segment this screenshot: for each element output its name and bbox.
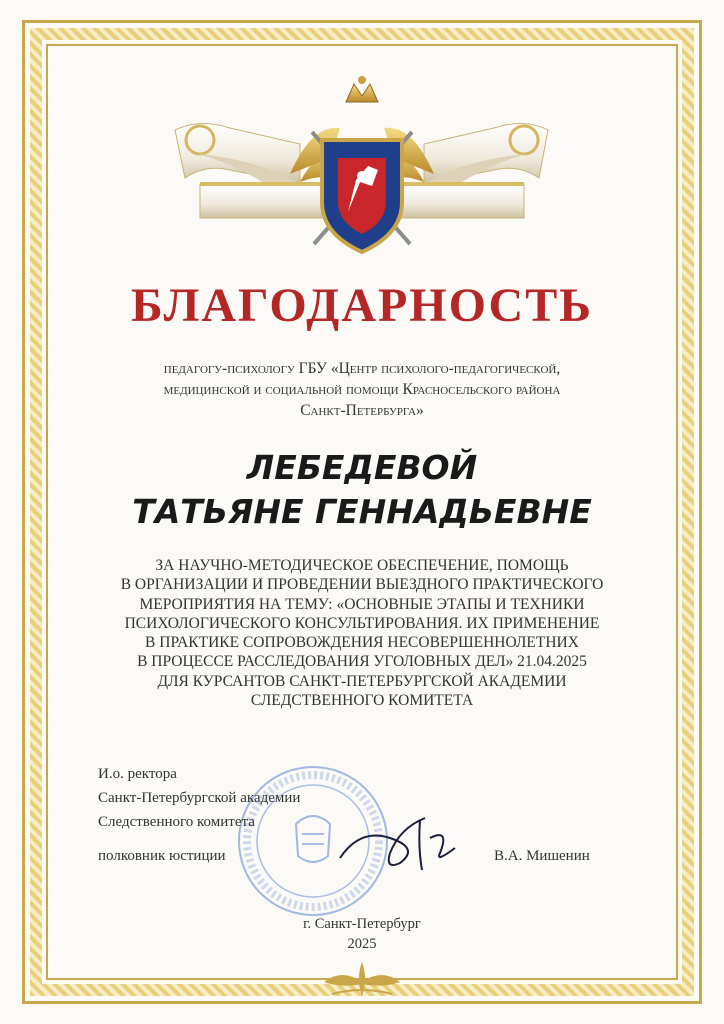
issue-city: г. Санкт-Петербург [303,916,421,932]
reason-line: ДЛЯ КУРСАНТОВ САНКТ-ПЕТЕРБУРГСКОЙ АКАДЕМИИ [157,672,567,690]
recipient-org-line: медицинской и социальной помощи Красносельского района [163,381,561,398]
signatory-rank: полковник юстиции [98,848,226,864]
reason-line: СЛЕДСТВЕННОГО КОМИТЕТА [250,692,474,710]
recipient-name-line: ЛЕБЕДЕВОЙ [246,448,478,487]
recipient-org-line: педагогу-психологу ГБУ «Центр психолого-педагогической, [163,360,561,377]
reason-line: ПСИХОЛОГИЧЕСКОГО КОНСУЛЬТИРОВАНИЯ. ИХ ПРИМЕНЕНИЕ [124,614,600,632]
recipient-organization [80,358,644,421]
recipient-name-line: ТАТЬЯНЕ ГЕННАДЬЕВНЕ [132,492,592,531]
recipient-name [0,446,724,534]
reason-line: ЗА НАУЧНО-МЕТОДИЧЕСКОЕ ОБЕСПЕЧЕНИЕ, ПОМОЩЬ [155,557,569,574]
signature-icon [330,808,470,878]
reason-line: В ОРГАНИЗАЦИИ И ПРОВЕДЕНИИ ВЫЕЗДНОГО ПРАКТИЧЕСКОГО [120,576,604,594]
certificate-title: БЛАГОДАРНОСТЬ [131,279,593,332]
signatory-name: В.А. Мишенин [494,848,590,864]
reason-line: В ПРОЦЕССЕ РАССЛЕДОВАНИЯ УГОЛОВНЫХ ДЕЛ» 21.04.2025 [137,653,587,671]
signatory-title [98,762,300,834]
signatory-line: И.о. ректора [98,766,177,782]
reason-line: МЕРОПРИЯТИЯ НА ТЕМУ: «ОСНОВНЫЕ ЭТАПЫ И ТЕХНИКИ [139,595,585,613]
signatory-line: Следственного комитета [98,814,255,830]
recipient-org-line: Санкт-Петербурга» [300,402,424,419]
issue-place-date [0,914,724,954]
award-reason [60,556,664,710]
signatory-line: Санкт-Петербургской академии [98,790,301,806]
ornament-icon [312,958,412,1004]
investigative-committee-emblem-icon [0,62,724,272]
reason-line: В ПРАКТИКЕ СОПРОВОЖДЕНИЯ НЕСОВЕРШЕННОЛЕТНИХ [145,634,579,652]
issue-year: 2025 [347,936,377,952]
